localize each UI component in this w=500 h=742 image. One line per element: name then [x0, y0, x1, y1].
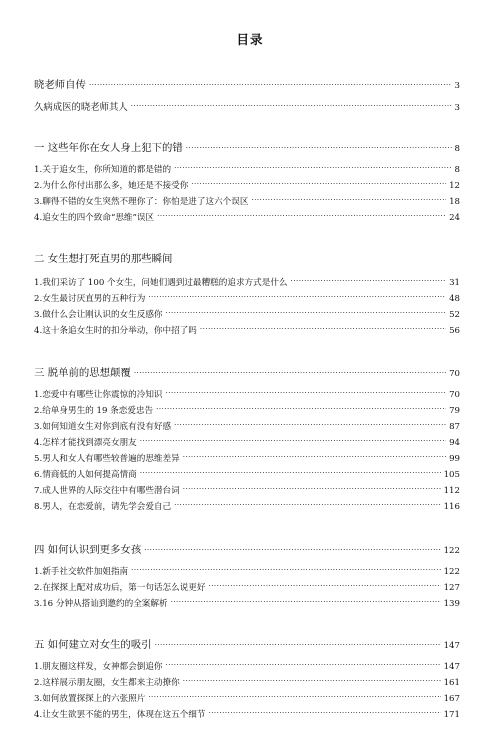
- toc-entry[interactable]: [34, 211, 460, 223]
- toc-section-heading-2[interactable]: [34, 250, 460, 265]
- entry-page-number: 56: [449, 326, 460, 336]
- toc-entry[interactable]: [34, 692, 460, 704]
- entry-label: 4.这十条追女生时的扣分举动，你中招了吗: [34, 326, 197, 336]
- dot-leader: [186, 141, 452, 151]
- section-page-number: 8: [454, 144, 460, 154]
- toc-section-heading-4[interactable]: [34, 541, 460, 556]
- entry-label: 久病成医的晓老师其人: [34, 102, 128, 113]
- toc-entry[interactable]: [34, 708, 460, 720]
- dot-leader: [174, 163, 451, 172]
- entry-page-number: 8: [454, 165, 460, 175]
- toc-entry[interactable]: [34, 660, 460, 672]
- dot-leader: [131, 565, 440, 574]
- entry-page-number: 12: [449, 181, 460, 191]
- section-page-number: 147: [443, 641, 460, 651]
- toc-entry[interactable]: [34, 308, 460, 320]
- entry-label: 3.聊得不错的女生突然不理你了：你怕是进了这六个误区: [34, 197, 249, 207]
- dot-leader: [157, 211, 446, 220]
- entry-page-number: 116: [443, 502, 460, 512]
- toc-entry[interactable]: [34, 581, 460, 593]
- dot-leader: [131, 101, 452, 110]
- section-heading-label: 四 如何认识到更多女孩: [34, 544, 142, 556]
- entry-label: 1.朋友圈这样发，女神都会倒追你: [34, 662, 163, 672]
- entry-label: 1.关于追女生，你所知道的都是错的: [34, 165, 172, 175]
- entry-label: 8.男人，在恋爱前，请先学会爱自己: [34, 502, 172, 512]
- entry-label: 3.16 分钟从搭讪到邀约的全案解析: [34, 599, 168, 609]
- entry-page-number: 94: [449, 438, 460, 448]
- entry-page-number: 171: [443, 710, 460, 720]
- entry-label: 1.新手社交软件加姐指南: [34, 567, 129, 577]
- dot-leader: [183, 676, 441, 685]
- dot-leader: [166, 308, 447, 317]
- toc-entry[interactable]: [34, 436, 460, 448]
- dot-leader: [208, 708, 440, 717]
- entry-page-number: 79: [449, 406, 460, 416]
- toc-entry[interactable]: [34, 452, 460, 464]
- entry-label: 6.情商低的人如何提高情商: [34, 470, 137, 480]
- toc-entry[interactable]: [34, 388, 460, 400]
- toc-entry[interactable]: [34, 276, 460, 288]
- toc-entry[interactable]: [34, 468, 460, 480]
- section-page-number: 70: [449, 369, 460, 379]
- dot-leader: [251, 195, 446, 204]
- toc-entry[interactable]: [34, 292, 460, 304]
- toc-entry[interactable]: [34, 420, 460, 432]
- dot-leader: [89, 78, 452, 88]
- dot-leader: [174, 500, 440, 509]
- toc-entry-intro-2[interactable]: [34, 99, 460, 113]
- entry-page-number: 105: [443, 470, 460, 480]
- dot-leader: [148, 292, 446, 301]
- dot-leader: [208, 581, 440, 590]
- dot-leader: [200, 324, 446, 333]
- dot-leader: [291, 276, 447, 285]
- dot-leader: [174, 420, 446, 429]
- entry-label: 2.在探探上配对成功后，第一句话怎么说更好: [34, 583, 206, 593]
- toc-entry[interactable]: [34, 179, 460, 191]
- toc-entry[interactable]: [34, 676, 460, 688]
- entry-label: 1.我们采访了 100 个女生，问她们遇到过最糟糕的追求方式是什么: [34, 278, 288, 288]
- entry-label: 2.女生最讨厌直男的五种行为: [34, 294, 146, 304]
- toc-entry-intro-1[interactable]: [34, 76, 460, 91]
- dot-leader: [171, 597, 441, 606]
- dot-leader: [166, 388, 447, 397]
- dot-leader: [183, 484, 441, 493]
- entry-page-number: 70: [449, 390, 460, 400]
- entry-page-number: 52: [449, 310, 460, 320]
- entry-page-number: 3: [454, 81, 460, 91]
- dot-leader: [156, 404, 446, 413]
- dot-leader: [134, 366, 446, 376]
- entry-page-number: 122: [443, 567, 460, 577]
- dot-leader: [140, 436, 446, 445]
- entry-page-number: 18: [449, 197, 460, 207]
- toc-section-heading-5[interactable]: [34, 636, 460, 651]
- page-title: 目录: [236, 32, 264, 47]
- toc-entry[interactable]: [34, 195, 460, 207]
- entry-page-number: 139: [443, 599, 460, 609]
- entry-page-number: 161: [443, 678, 460, 688]
- entry-page-number: 112: [443, 486, 460, 496]
- toc-entry[interactable]: [34, 597, 460, 609]
- entry-label: 3.做什么会让刚认识的女生反感你: [34, 310, 163, 320]
- toc-entry[interactable]: [34, 324, 460, 336]
- entry-page-number: 3: [454, 103, 460, 113]
- entry-page-number: 87: [449, 422, 460, 432]
- toc-section-heading-3[interactable]: [34, 364, 460, 379]
- entry-label: 4.让女生欲罢不能的男生，体现在这五个细节: [34, 710, 206, 720]
- entry-page-number: 24: [449, 213, 460, 223]
- section-heading-label: 二 女生想打死直男的那些瞬间: [34, 253, 173, 265]
- toc-entry[interactable]: [34, 404, 460, 416]
- entry-page-number: 167: [443, 694, 460, 704]
- dot-leader: [191, 179, 446, 188]
- dot-leader: [140, 468, 441, 477]
- toc-entry[interactable]: [34, 484, 460, 496]
- section-heading-label: 一 这些年你在女人身上犯下的错: [34, 142, 183, 154]
- entry-page-number: 31: [449, 278, 460, 288]
- entry-page-number: 127: [443, 583, 460, 593]
- dot-leader: [144, 543, 440, 553]
- dot-leader: [148, 692, 440, 701]
- toc-section-heading-1[interactable]: [34, 139, 460, 154]
- entry-label: 7.成人世界的人际交往中有哪些潜台词: [34, 486, 180, 496]
- entry-label: 4.怎样才能找到漂亮女朋友: [34, 438, 137, 448]
- dot-leader: [183, 452, 446, 461]
- entry-label: 1.恋爱中有哪些让你震惊的冷知识: [34, 390, 163, 400]
- section-heading-label: 五 如何建立对女生的吸引: [34, 639, 152, 651]
- entry-page-number: 99: [449, 454, 460, 464]
- section-heading-label: 三 脱单前的思想颠覆: [34, 367, 131, 379]
- entry-label: 晓老师自传: [34, 79, 86, 91]
- entry-label: 3.如何放置探探上的六张照片: [34, 694, 146, 704]
- entry-page-number: 147: [443, 662, 460, 672]
- entry-label: 4.追女生的四个致命“思维”误区: [34, 213, 155, 223]
- toc-entry[interactable]: [34, 500, 460, 512]
- entry-label: 2.为什么你付出那么多，她还是不接受你: [34, 181, 189, 191]
- dot-leader: [166, 660, 441, 669]
- dot-leader: [155, 638, 441, 648]
- entry-label: 5.男人和女人有哪些较普遍的思维差异: [34, 454, 180, 464]
- toc-entry[interactable]: [34, 163, 460, 175]
- entry-label: 2.给单身男生的 19 条恋爱忠告: [34, 406, 154, 416]
- section-page-number: 122: [443, 546, 460, 556]
- entry-page-number: 48: [449, 294, 460, 304]
- toc-entry[interactable]: [34, 565, 460, 577]
- entry-label: 2.这样展示朋友圈，女生都来主动撩你: [34, 678, 180, 688]
- entry-label: 3.如何知道女生对你到底有没有好感: [34, 422, 172, 432]
